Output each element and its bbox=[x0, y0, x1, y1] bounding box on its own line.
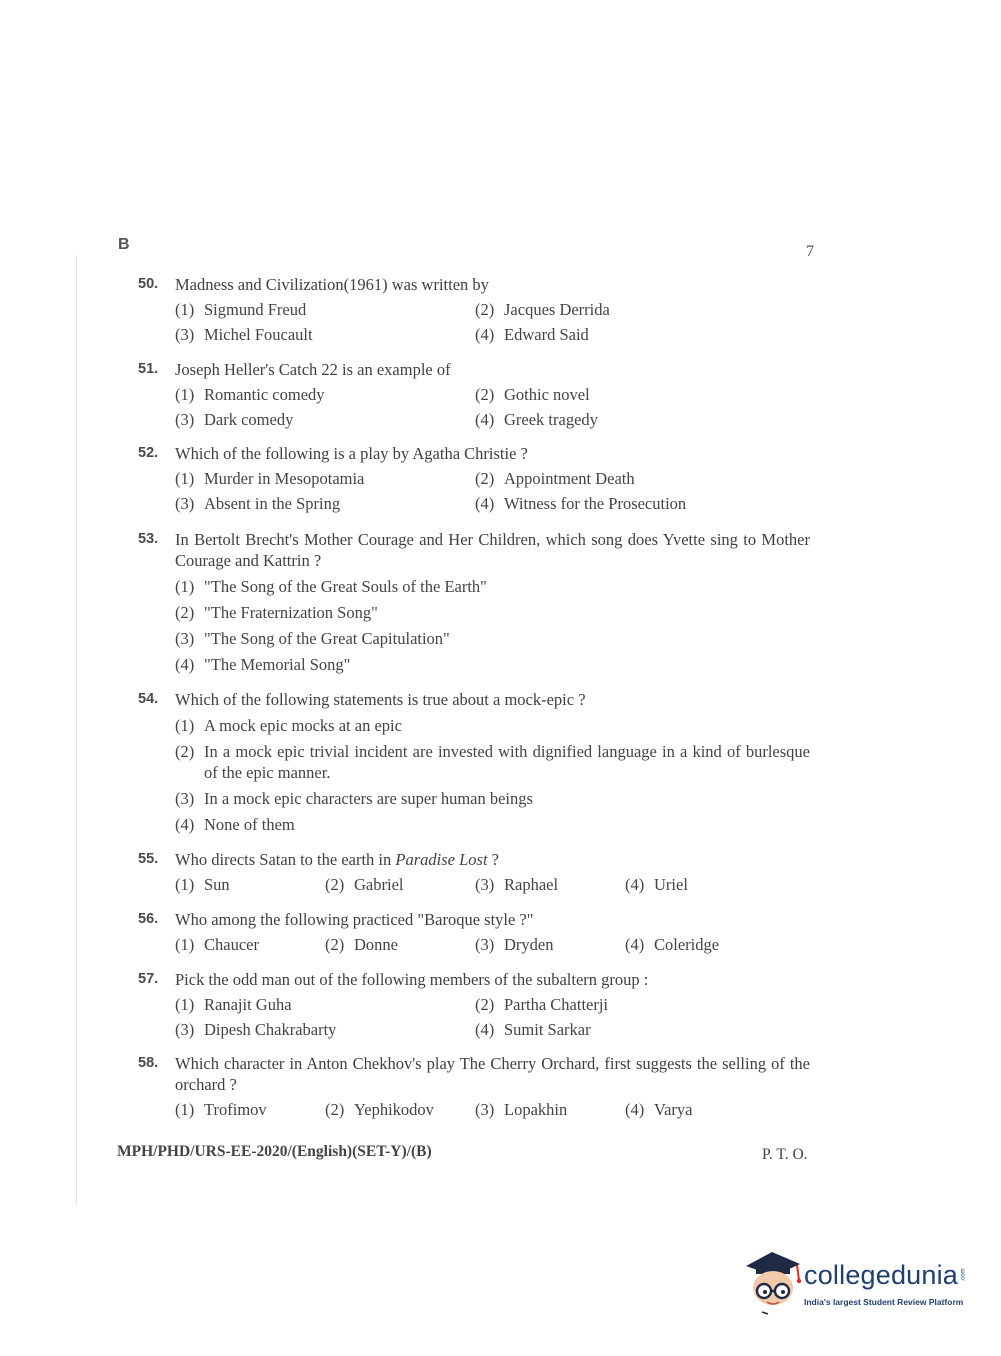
option-1: (1) Trofimov bbox=[175, 1100, 267, 1119]
question-number: 58. bbox=[138, 1055, 159, 1071]
question-text: Who directs Satan to the earth in Paradise Lost ? bbox=[175, 850, 499, 869]
brand-domain: .com bbox=[960, 1268, 967, 1282]
option-1: (1) Romantic comedy bbox=[175, 385, 325, 404]
option-1: (1) Sigmund Freud bbox=[175, 300, 307, 319]
brand-tagline: India's largest Student Review Platform bbox=[804, 1297, 964, 1307]
question-text: Joseph Heller's Catch 22 is an example of bbox=[175, 360, 451, 379]
options bbox=[175, 934, 810, 955]
question-57 bbox=[138, 969, 810, 1040]
set-letter: B bbox=[118, 236, 130, 253]
brand-name: collegedunia bbox=[804, 1260, 959, 1290]
option-2: (2) Jacques Derrida bbox=[475, 300, 610, 319]
question-text: Which character in Anton Chekhov's play The Cherry Orchard, first suggests the selling of the orchard ? bbox=[175, 1054, 810, 1094]
option-4: (4) Greek tragedy bbox=[475, 410, 598, 429]
options bbox=[175, 299, 810, 345]
option-1: (1) Chaucer bbox=[175, 935, 259, 954]
option-2: (2) Gabriel bbox=[325, 875, 404, 894]
option-1: (1) A mock epic mocks at an epic bbox=[175, 716, 402, 735]
option-1: (1) Sun bbox=[175, 875, 230, 894]
options bbox=[175, 1099, 810, 1120]
option-1: (1) "The Song of the Great Souls of the Earth" bbox=[175, 577, 487, 596]
options bbox=[175, 576, 810, 675]
option-3: (3) "The Song of the Great Capitulation" bbox=[175, 629, 450, 648]
option-3: (3) Michel Foucault bbox=[175, 325, 313, 344]
option-3: (3) Lopakhin bbox=[475, 1100, 568, 1119]
option-1: (1) Murder in Mesopotamia bbox=[175, 469, 365, 488]
please-turn-over: P. T. O. bbox=[762, 1146, 808, 1163]
question-58 bbox=[138, 1053, 810, 1120]
question-text: Madness and Civilization(1961) was written by bbox=[175, 275, 489, 294]
option-2: (2) "The Fraternization Song" bbox=[175, 603, 378, 622]
question-52 bbox=[138, 443, 810, 514]
question-number: 52. bbox=[138, 445, 159, 461]
question-50 bbox=[138, 274, 810, 345]
paper-code: MPH/PHD/URS-EE-2020/(English)(SET-Y)/(B) bbox=[117, 1143, 432, 1160]
question-55 bbox=[138, 849, 810, 895]
options bbox=[175, 468, 810, 514]
options bbox=[175, 874, 810, 895]
question-51 bbox=[138, 359, 810, 430]
option-2: (2) Yephikodov bbox=[325, 1100, 434, 1119]
page-margin-line bbox=[76, 255, 77, 1205]
options bbox=[175, 994, 810, 1040]
option-4: (4) Varya bbox=[625, 1100, 693, 1119]
option-2: (2) Donne bbox=[325, 935, 398, 954]
option-3: (3) Dark comedy bbox=[175, 410, 294, 429]
question-56 bbox=[138, 909, 810, 955]
option-4: (4) Coleridge bbox=[625, 935, 720, 954]
question-text: In Bertolt Brecht's Mother Courage and Her Children, which song does Yvette sing to Mother Courage and Kattrin ? bbox=[175, 530, 810, 570]
option-3: (3) In a mock epic characters are super human beings bbox=[175, 789, 533, 808]
option-4: (4) Uriel bbox=[625, 875, 688, 894]
question-number: 54. bbox=[138, 691, 159, 707]
question-53 bbox=[138, 529, 810, 680]
option-2: (2) Gothic novel bbox=[475, 385, 590, 404]
question-number: 53. bbox=[138, 531, 159, 547]
option-4: (4) Edward Said bbox=[475, 325, 589, 344]
option-3: (3) Absent in the Spring bbox=[175, 494, 341, 513]
question-number: 57. bbox=[138, 971, 159, 987]
options bbox=[175, 715, 810, 835]
option-3: (3) Dipesh Chakrabarty bbox=[175, 1020, 337, 1039]
question-text: Who among the following practiced "Baroque style ?" bbox=[175, 910, 534, 929]
option-3: (3) Raphael bbox=[475, 875, 559, 894]
question-text: Which of the following statements is true about a mock-epic ? bbox=[175, 690, 586, 709]
options bbox=[175, 384, 810, 430]
question-number: 56. bbox=[138, 911, 159, 927]
question-number: 55. bbox=[138, 851, 159, 867]
page-number: 7 bbox=[806, 243, 814, 260]
collegedunia-logo bbox=[742, 1250, 972, 1320]
question-number: 51. bbox=[138, 361, 159, 377]
question-54 bbox=[138, 689, 810, 840]
option-2: (2) Appointment Death bbox=[475, 469, 635, 488]
question-text: Which of the following is a play by Agatha Christie ? bbox=[175, 444, 528, 463]
option-4: (4) Witness for the Prosecution bbox=[475, 494, 687, 513]
question-text: Pick the odd man out of the following members of the subaltern group : bbox=[175, 970, 649, 989]
option-3: (3) Dryden bbox=[475, 935, 554, 954]
option-2: (2) Partha Chatterji bbox=[475, 995, 609, 1014]
option-4: (4) None of them bbox=[175, 815, 295, 834]
work-title: Paradise Lost bbox=[395, 850, 488, 869]
question-number: 50. bbox=[138, 276, 159, 292]
option-4: (4) Sumit Sarkar bbox=[475, 1020, 591, 1039]
option-2: (2) In a mock epic trivial incident are invested with dignified language in a kind of burlesque of the epic manner. bbox=[175, 742, 810, 782]
option-1: (1) Ranajit Guha bbox=[175, 995, 292, 1014]
option-4: (4) "The Memorial Song" bbox=[175, 655, 351, 674]
mascot-icon bbox=[742, 1250, 804, 1320]
